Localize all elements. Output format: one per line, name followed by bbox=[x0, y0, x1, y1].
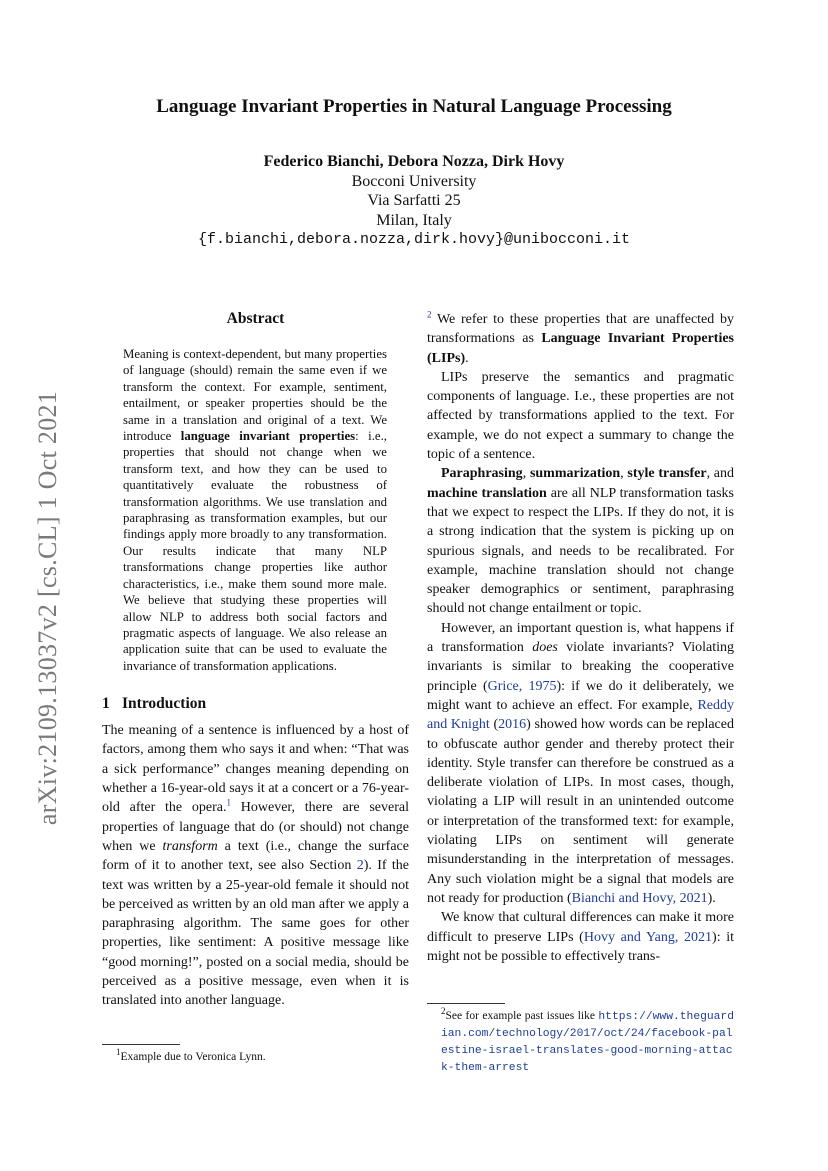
intro-paragraph-1-continued: ). If the text was written by a 25-year-old female it should not be perceived as written by an old man after we apply a paraphrasing algorithm. The same goes for other properties, like sentiment: A positive message like “good morning!”, posted on a social media, should be perceived as a positive message, even when it is translated into another language. bbox=[102, 858, 409, 1009]
abstract-text: Meaning is context-dependent, but many properties of language (should) remain the same even if we transform the context. For example, sentiment, entailment, or speaker properties should be the same in a translation and original of a text. We introduce language invariant properties: i.e., properties that should not change when we transform text, and how they can be used to quantitatively evaluate the robustness of transformation algorithms. We use translation and paraphrasing as transformation examples, but our findings apply more broadly to any transformation. Our results indicate that many NLP transformations change properties like author characteristics, i.e., make them sound more male. We believe that studying these properties will allow NLP to address both social factors and pragmatic aspects of language. We also release an application suite that can be used to evaluate the invariance of transformation applications. bbox=[123, 347, 387, 673]
intro-paragraph-5: We know that cultural differences can make it more difficult to preserve LIPs (Hovy and Yang, 2021): it might not be possible to effectively trans- bbox=[427, 910, 735, 964]
right-column bbox=[427, 310, 734, 966]
intro-paragraph-1: The meaning of a sentence is influenced by a host of factors, among them who says it and when: “That was a sick performance” changes meaning depending on whether a 16-year-old says it at a concert or a 76-year-old after the opera.$^1$ However, there are several properties of language that do (or should) not change when we transform a text (i.e., change the surface form of it to another text, see also Section 2). If the text was written by a 25-year-old female it should not be perceived as written by an old man after we apply a paraphrasing algorithm. The same goes for other properties, like sentiment: A positive message like “good morning!”, posted on a social media, should be perceived as a positive message, even when it is translated into another language. bbox=[102, 723, 409, 1009]
abstract-heading: Abstract bbox=[226, 310, 285, 327]
footnote-2-mark: 2 bbox=[441, 1006, 446, 1017]
arxiv-identifier bbox=[18, 378, 78, 838]
footnote-1 bbox=[102, 1044, 409, 1065]
citation-hovy-yang[interactable]: Hovy and Yang, 2021 bbox=[583, 929, 713, 945]
citation-grice[interactable]: Grice, 1975 bbox=[487, 678, 557, 694]
address-street: Via Sarfatti 25 bbox=[367, 192, 461, 209]
footnote-1-mark: 1 bbox=[116, 1047, 121, 1058]
section-heading-introduction: 1 Introduction bbox=[102, 695, 207, 713]
footnote-2 bbox=[427, 1003, 734, 1076]
intro-paragraph-2: LIPs preserve the semantics and pragmatic components of language. I.e., these properties are not affected by transformations applied to the text. For example, we do not expect a summary to change the topic of a sentence. bbox=[427, 369, 734, 463]
author-block bbox=[0, 152, 828, 250]
intro-paragraph-4: However, an important question is, what happens if a transformation does violate invariants? Violating invariants is similar to breaking the cooperative principle (Grice, 1975): if we do it deliberately, we might want to achieve an effect. For example, Reddy and Knight (2016) showed how words can be replaced to obfuscate author gender and thereby protect their identity. Style transfer can therefore be construed as a deliberate violation of LIPs. In most cases, though, violating a LIP will result in an unintended outcome or interpretation of the transformed text: for example, violating LIPs on sentiment will generate misunderstanding in the interpretation of messages. Any such violation might be a signal that models are not ready for production (Bianchi and Hovy, 2021). bbox=[427, 620, 735, 906]
section-ref-link[interactable]: 2 bbox=[356, 858, 364, 874]
arxiv-identifier-text: arXiv:2109.13037v2 [cs.CL] 1 Oct 2021 bbox=[33, 390, 63, 826]
footnote-mark-2[interactable]: 2 bbox=[427, 309, 432, 320]
footnote-1-text: Example due to Veronica Lynn. bbox=[120, 1051, 266, 1063]
footnote-rule bbox=[102, 1044, 180, 1045]
intro-paragraph-3: Paraphrasing, summarization, style transfer, and machine translation are all NLP transformation tasks that we expect to respect the LIPs. If they do not, it is a strong indication that the system is picking up on spurious signals, and needs to be recalibrated. For example, machine translation should not change speaker demographics or sentiment, paraphrasing should not change entailment or topic. bbox=[427, 466, 735, 617]
footnote-mark-1[interactable]: 1 bbox=[226, 797, 231, 808]
intro-paragraph-1-end: $^2$ We refer to these properties that are unaffected by transformations as Language Invariant Properties (LIPs). bbox=[427, 309, 734, 366]
citation-bianchi-hovy[interactable]: Bianchi and Hovy, 2021 bbox=[571, 890, 708, 906]
paper-title: Language Invariant Properties in Natural Language Processing bbox=[156, 96, 672, 117]
footnote-2-text: See for example past issues like bbox=[445, 1010, 599, 1022]
footnote-2-url[interactable]: https://www.theguardian.com/technology/2017/oct/24/facebook-palestine-israel-translates-good-morning-attack-them-arrest bbox=[441, 1011, 734, 1074]
affiliation: Bocconi University bbox=[351, 172, 477, 190]
abstract-term: language invariant properties bbox=[180, 429, 356, 444]
citation-reddy-knight[interactable]: Reddy and Knight (2016 bbox=[427, 697, 734, 733]
address-city: Milan, Italy bbox=[376, 211, 452, 229]
author-names: Federico Bianchi, Debora Nozza, Dirk Hovy bbox=[263, 153, 565, 170]
lip-term: Language Invariant Properties (LIPs) bbox=[427, 331, 734, 366]
author-emails: {f.bianchi,debora.nozza,dirk.hovy}@unibocconi.it bbox=[197, 231, 631, 248]
left-column bbox=[102, 310, 409, 1011]
footnote-rule bbox=[427, 1003, 505, 1004]
